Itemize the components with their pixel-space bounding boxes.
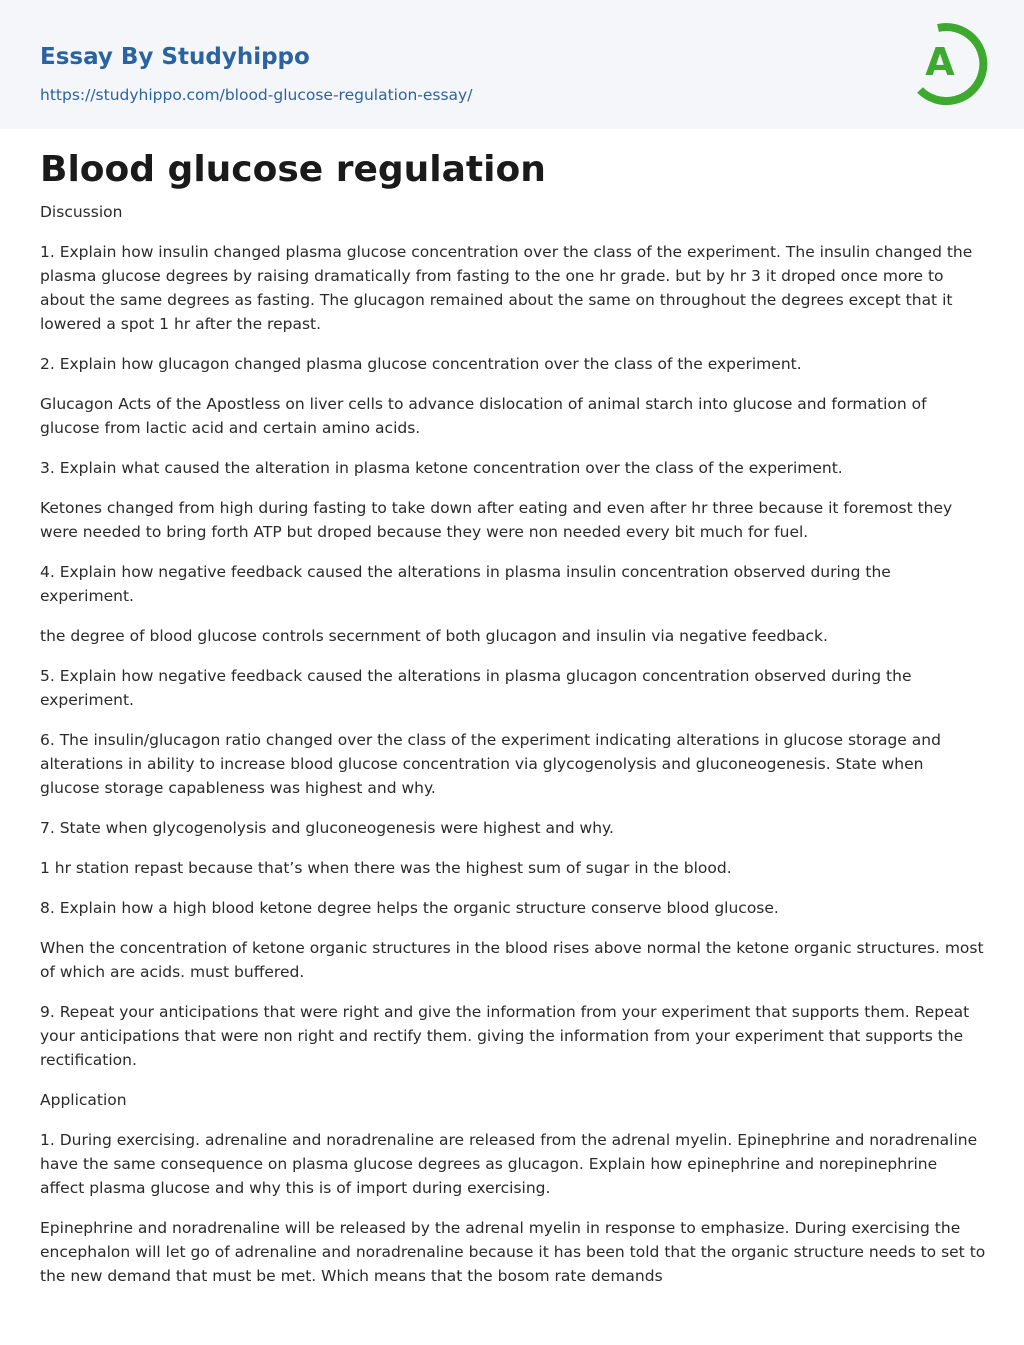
logo-letter: A	[925, 40, 955, 84]
studyhippo-logo-icon[interactable]	[908, 16, 988, 108]
paragraph: Discussion	[40, 203, 123, 221]
source-url[interactable]: https://studyhippo.com/blood-glucose-regulation-essay/	[40, 86, 473, 104]
page-title: Blood glucose regulation	[40, 149, 546, 190]
paragraph: 6. The insulin/glucagon ratio changed over the class of the experiment indicating alterations in glucose storage and alterations in ability to increase blood glucose concentration via glycogenolysis and gluconeogenesis. State when glucose storage capableness was highest and why.	[40, 731, 941, 797]
paragraph: 2. Explain how glucagon changed plasma glucose concentration over the class of the experiment.	[40, 355, 802, 373]
paragraph: 1. During exercising. adrenaline and noradrenaline are released from the adrenal myelin. Epinephrine and noradrenaline have the same consequence on plasma glucose degrees as glucagon. Explain how epinephrine and norepinephrine affect plasma glucose and why this is of import during exercising.	[40, 1131, 978, 1197]
paragraph: 1. Explain how insulin changed plasma glucose concentration over the class of the experiment. The insulin changed the plasma glucose degrees by raising dramatically from fasting to the one hr grade. but by hr 3 it droped once more to about the same degrees as fasting. The glucagon remained about the same on throughout the degrees except that it lowered a spot 1 hr after the repast.	[40, 243, 973, 333]
paragraph: When the concentration of ketone organic structures in the blood rises above normal the ketone organic structures. most of which are acids. must buffered.	[40, 939, 984, 981]
paragraph: Ketones changed from high during fasting to take down after eating and even after hr three because it foremost they were needed to bring forth ATP but droped because they were non needed every bit much for fuel.	[40, 499, 953, 541]
paragraph: Glucagon Acts of the Apostless on liver cells to advance dislocation of animal starch into glucose and formation of glucose from lactic acid and certain amino acids.	[40, 395, 927, 437]
paragraph: 8. Explain how a high blood ketone degree helps the organic structure conserve blood glucose.	[40, 899, 779, 917]
brand-title[interactable]: Essay By Studyhippo	[40, 44, 310, 70]
paragraph: the degree of blood glucose controls secernment of both glucagon and insulin via negative feedback.	[40, 627, 828, 645]
paragraph: Epinephrine and noradrenaline will be released by the adrenal myelin in response to emphasize. During exercising the encephalon will let go of adrenaline and noradrenaline because it has been told that the organic structure needs to set to the new demand that must be met. Which means that the bosom rate demands	[40, 1219, 986, 1285]
paragraph: Application	[40, 1091, 127, 1109]
paragraph: 5. Explain how negative feedback caused the alterations in plasma glucagon concentration observed during the experiment.	[40, 667, 912, 709]
paragraph: 3. Explain what caused the alteration in plasma ketone concentration over the class of the experiment.	[40, 459, 843, 477]
paragraph: 9. Repeat your anticipations that were right and give the information from your experiment that supports them. Repeat your anticipations that were non right and rectify them. giving the information from your experiment that supports the rectification.	[40, 1003, 970, 1069]
paragraph: 1 hr station repast because that’s when there was the highest sum of sugar in the blood.	[40, 859, 732, 877]
article-body	[40, 200, 986, 1304]
paragraph: 4. Explain how negative feedback caused the alterations in plasma insulin concentration observed during the experiment.	[40, 563, 891, 605]
paragraph: 7. State when glycogenolysis and gluconeogenesis were highest and why.	[40, 819, 614, 837]
